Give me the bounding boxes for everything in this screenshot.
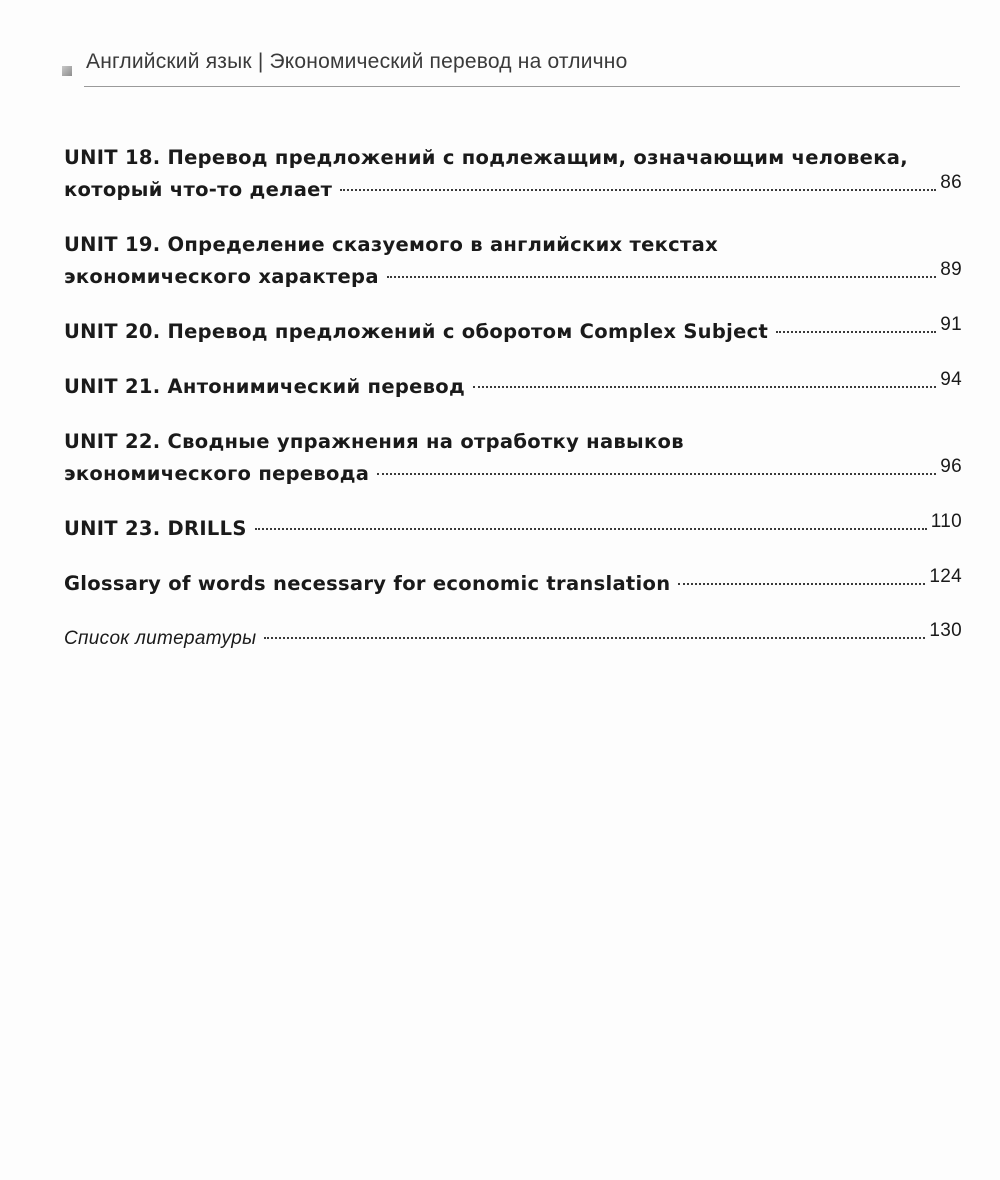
toc-entry-title: Glossary of words necessary for economic translation [64,572,671,595]
toc-entry-title-line [64,568,962,601]
toc-entry-title-line [64,371,962,404]
dot-leader [340,189,936,191]
toc-entry-title-continued: экономического перевода [64,462,370,485]
toc-entry-unit-19[interactable] [64,229,962,294]
toc-page-number: 94 [940,369,962,390]
toc-entry-title-line [64,513,962,546]
toc-page-number: 130 [929,620,962,641]
toc-entry-title-line [64,426,962,458]
toc-entry-title-line [64,261,962,294]
toc-entry-title-line [64,458,962,491]
toc-page-number: 96 [940,456,962,477]
toc-entry-title-line [64,620,962,655]
toc-entry-title: UNIT 23. DRILLS [64,517,247,540]
dot-leader [387,276,936,278]
toc-entry-title-line [64,316,962,349]
toc-entry-title-continued: экономического характера [64,265,379,288]
toc-page-number: 86 [940,172,962,193]
dot-leader [776,331,936,333]
running-header [58,50,960,90]
toc-entry-title-line [64,142,962,174]
toc-page-number: 91 [940,314,962,335]
toc-entry-title-continued: который что-то делает [64,178,333,201]
dot-leader [678,583,925,585]
header-divider [84,86,960,87]
toc-entry-unit-20[interactable] [64,316,962,349]
toc-entry-unit-21[interactable] [64,371,962,404]
toc-entry-title: UNIT 22. Сводные упражнения на отработку навыков [64,430,684,453]
toc-entry-title-line [64,174,962,207]
toc-entry-title: UNIT 18. Перевод предложений с подлежащим, означающим человека, [64,146,908,169]
running-header-title: Английский язык | Экономический перевод на отлично [86,50,628,73]
dot-leader [264,637,925,639]
table-of-contents [64,142,962,677]
toc-page-number: 89 [940,259,962,280]
toc-entry-glossary[interactable] [64,568,962,601]
dot-leader [473,386,936,388]
toc-entry-title: UNIT 19. Определение сказуемого в английских текстах [64,233,718,256]
header-square-icon [62,66,72,76]
toc-entry-unit-18[interactable] [64,142,962,207]
dot-leader [255,528,927,530]
dot-leader [377,473,936,475]
toc-entry-unit-22[interactable] [64,426,962,491]
toc-entry-title-line [64,229,962,261]
toc-entry-title: Список литературы [64,628,257,649]
toc-entry-title: UNIT 21. Антонимический перевод [64,375,466,398]
toc-entry-unit-23[interactable] [64,513,962,546]
toc-page-number: 124 [929,566,962,587]
toc-page-number: 110 [930,511,962,532]
toc-entry-bibliography[interactable] [64,620,962,655]
toc-entry-title: UNIT 20. Перевод предложений с оборотом Complex Subject [64,320,769,343]
